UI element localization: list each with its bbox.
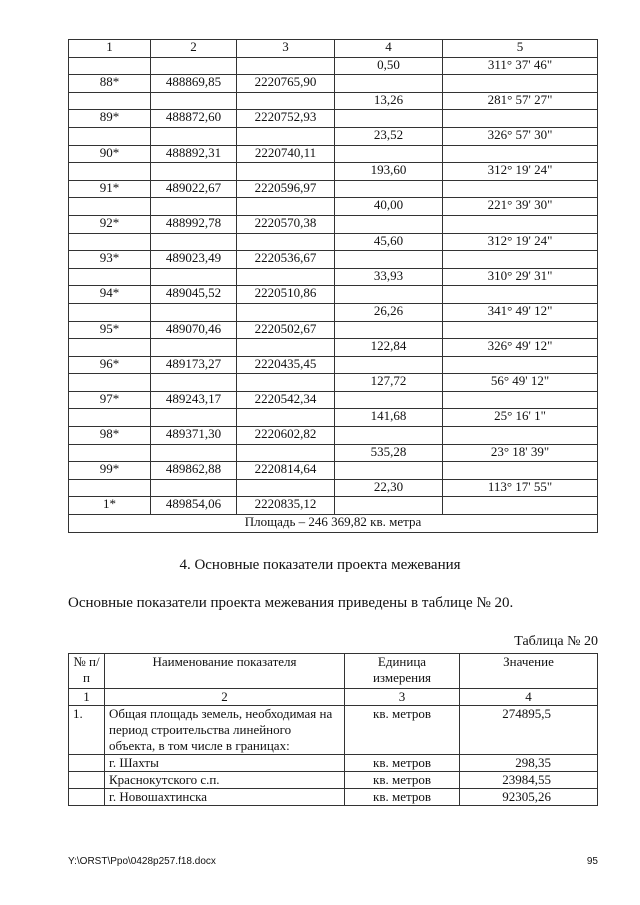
header-value: Значение: [460, 654, 598, 689]
segment-angle: 326° 57' 30": [443, 127, 598, 145]
row-name: г. Новошахтинска: [105, 789, 345, 806]
point-y: 2220502,67: [237, 321, 335, 339]
empty-cell: [151, 374, 237, 392]
row-unit: кв. метров: [345, 706, 460, 755]
empty-cell: [335, 251, 443, 269]
empty-cell: [69, 268, 151, 286]
col-header-5: 5: [443, 40, 598, 58]
point-number: 89*: [69, 110, 151, 128]
point-y: 2220536,67: [237, 251, 335, 269]
segment-length: 26,26: [335, 303, 443, 321]
row-num: [69, 755, 105, 772]
segment-length: 22,30: [335, 479, 443, 497]
point-row: [69, 391, 598, 409]
coordinates-table: [68, 39, 598, 533]
segment-angle: 56° 49' 12": [443, 374, 598, 392]
segment-angle: 23° 18' 39": [443, 444, 598, 462]
segment-length: 127,72: [335, 374, 443, 392]
empty-cell: [335, 145, 443, 163]
segment-angle: 281° 57' 27": [443, 92, 598, 110]
row-unit: кв. метров: [345, 772, 460, 789]
point-x: 489070,46: [151, 321, 237, 339]
point-number: 97*: [69, 391, 151, 409]
colnum-2: 2: [105, 689, 345, 706]
segment-row: [69, 268, 598, 286]
row-num: [69, 772, 105, 789]
point-y: 2220596,97: [237, 180, 335, 198]
segment-row: [69, 374, 598, 392]
empty-cell: [443, 180, 598, 198]
footer-file-path: Y:\ORST\Ppo\0428p257.f18.docx: [68, 856, 216, 867]
point-y: 2220510,86: [237, 286, 335, 304]
point-y: 2220752,93: [237, 110, 335, 128]
segment-angle: 310° 29' 31": [443, 268, 598, 286]
row-num: 1.: [69, 706, 105, 755]
empty-cell: [237, 479, 335, 497]
empty-cell: [443, 391, 598, 409]
empty-cell: [443, 462, 598, 480]
empty-cell: [151, 57, 237, 75]
point-row: [69, 110, 598, 128]
point-number: 99*: [69, 462, 151, 480]
segment-row: [69, 57, 598, 75]
intro-paragraph: Основные показатели проекта межевания приведены в таблице № 20.: [68, 595, 514, 611]
point-x: 489862,88: [151, 462, 237, 480]
empty-cell: [335, 427, 443, 445]
empty-cell: [443, 321, 598, 339]
col-header-2: 2: [151, 40, 237, 58]
row-unit: кв. метров: [345, 755, 460, 772]
point-row: [69, 251, 598, 269]
point-y: 2220435,45: [237, 356, 335, 374]
point-x: 489243,17: [151, 391, 237, 409]
indicators-colnum-row: [69, 689, 598, 706]
segment-length: 141,68: [335, 409, 443, 427]
empty-cell: [69, 198, 151, 216]
point-y: 2220814,64: [237, 462, 335, 480]
empty-cell: [237, 409, 335, 427]
row-name: Общая площадь земель, необходимая на период строительства линейного объекта, в том числе в границах:: [105, 706, 345, 755]
row-unit: кв. метров: [345, 789, 460, 806]
segment-length: 535,28: [335, 444, 443, 462]
coordinates-header-row: [69, 40, 598, 58]
segment-angle: 311° 37' 46": [443, 57, 598, 75]
point-x: 489023,49: [151, 251, 237, 269]
empty-cell: [151, 409, 237, 427]
segment-angle: 312° 19' 24": [443, 163, 598, 181]
empty-cell: [335, 110, 443, 128]
segment-angle: 341° 49' 12": [443, 303, 598, 321]
header-unit: Единица измерения: [345, 654, 460, 689]
empty-cell: [335, 180, 443, 198]
empty-cell: [335, 391, 443, 409]
row-value: 274895,5: [460, 706, 598, 755]
point-y: 2220835,12: [237, 497, 335, 515]
empty-cell: [335, 497, 443, 515]
empty-cell: [237, 339, 335, 357]
empty-cell: [69, 479, 151, 497]
segment-row: [69, 127, 598, 145]
table-row: [69, 789, 598, 806]
empty-cell: [237, 198, 335, 216]
empty-cell: [335, 215, 443, 233]
empty-cell: [69, 163, 151, 181]
point-row: [69, 215, 598, 233]
empty-cell: [237, 303, 335, 321]
point-x: 488992,78: [151, 215, 237, 233]
table-row: [69, 772, 598, 789]
empty-cell: [443, 145, 598, 163]
empty-cell: [151, 444, 237, 462]
row-value: 92305,26: [460, 789, 598, 806]
point-row: [69, 427, 598, 445]
point-row: [69, 462, 598, 480]
segment-length: 13,26: [335, 92, 443, 110]
point-number: 93*: [69, 251, 151, 269]
point-y: 2220765,90: [237, 75, 335, 93]
segment-length: 33,93: [335, 268, 443, 286]
point-row: [69, 75, 598, 93]
segment-length: 23,52: [335, 127, 443, 145]
empty-cell: [151, 163, 237, 181]
empty-cell: [151, 303, 237, 321]
empty-cell: [69, 409, 151, 427]
point-x: 489371,30: [151, 427, 237, 445]
row-value: 298,35: [460, 755, 598, 772]
segment-angle: 221° 39' 30": [443, 198, 598, 216]
indicators-table: [68, 653, 598, 806]
empty-cell: [151, 198, 237, 216]
empty-cell: [151, 268, 237, 286]
point-number: 96*: [69, 356, 151, 374]
segment-angle: 326° 49' 12": [443, 339, 598, 357]
segment-length: 45,60: [335, 233, 443, 251]
row-value: 23984,55: [460, 772, 598, 789]
section-heading: 4. Основные показатели проекта межевания: [179, 557, 461, 573]
empty-cell: [335, 286, 443, 304]
point-number: 94*: [69, 286, 151, 304]
colnum-4: 4: [460, 689, 598, 706]
point-x: 489022,67: [151, 180, 237, 198]
segment-row: [69, 339, 598, 357]
empty-cell: [443, 497, 598, 515]
segment-row: [69, 233, 598, 251]
empty-cell: [237, 127, 335, 145]
empty-cell: [443, 356, 598, 374]
point-y: 2220740,11: [237, 145, 335, 163]
point-y: 2220570,38: [237, 215, 335, 233]
row-name: Краснокутского с.п.: [105, 772, 345, 789]
empty-cell: [335, 356, 443, 374]
empty-cell: [335, 321, 443, 339]
empty-cell: [335, 75, 443, 93]
empty-cell: [237, 233, 335, 251]
empty-cell: [443, 215, 598, 233]
point-x: 488892,31: [151, 145, 237, 163]
point-number: 1*: [69, 497, 151, 515]
header-num: № п/п: [69, 654, 105, 689]
point-y: 2220542,34: [237, 391, 335, 409]
point-x: 488869,85: [151, 75, 237, 93]
area-total: Площадь – 246 369,82 кв. метра: [69, 515, 598, 533]
empty-cell: [151, 479, 237, 497]
empty-cell: [443, 286, 598, 304]
point-number: 91*: [69, 180, 151, 198]
table-caption: Таблица № 20: [514, 634, 598, 649]
empty-cell: [443, 110, 598, 128]
point-row: [69, 180, 598, 198]
point-row: [69, 497, 598, 515]
empty-cell: [237, 92, 335, 110]
header-name: Наименование показателя: [105, 654, 345, 689]
col-header-3: 3: [237, 40, 335, 58]
empty-cell: [151, 339, 237, 357]
empty-cell: [69, 444, 151, 462]
empty-cell: [69, 233, 151, 251]
row-num: [69, 789, 105, 806]
empty-cell: [443, 427, 598, 445]
point-x: 489045,52: [151, 286, 237, 304]
empty-cell: [69, 339, 151, 357]
segment-length: 0,50: [335, 57, 443, 75]
empty-cell: [69, 374, 151, 392]
segment-row: [69, 303, 598, 321]
point-number: 92*: [69, 215, 151, 233]
empty-cell: [443, 75, 598, 93]
col-header-4: 4: [335, 40, 443, 58]
row-name: г. Шахты: [105, 755, 345, 772]
segment-length: 122,84: [335, 339, 443, 357]
point-row: [69, 286, 598, 304]
segment-angle: 312° 19' 24": [443, 233, 598, 251]
point-x: 489854,06: [151, 497, 237, 515]
segment-length: 40,00: [335, 198, 443, 216]
empty-cell: [237, 57, 335, 75]
empty-cell: [69, 127, 151, 145]
table-row: [69, 755, 598, 772]
point-x: 489173,27: [151, 356, 237, 374]
footer-page-number: 95: [586, 856, 598, 867]
coordinates-table-body: [69, 40, 598, 533]
empty-cell: [237, 374, 335, 392]
point-row: [69, 321, 598, 339]
empty-cell: [335, 462, 443, 480]
segment-row: [69, 198, 598, 216]
empty-cell: [151, 92, 237, 110]
empty-cell: [237, 444, 335, 462]
point-x: 488872,60: [151, 110, 237, 128]
point-row: [69, 145, 598, 163]
empty-cell: [151, 127, 237, 145]
point-number: 88*: [69, 75, 151, 93]
empty-cell: [237, 163, 335, 181]
segment-angle: 25° 16' 1": [443, 409, 598, 427]
segment-row: [69, 92, 598, 110]
empty-cell: [237, 268, 335, 286]
segment-angle: 113° 17' 55": [443, 479, 598, 497]
col-header-1: 1: [69, 40, 151, 58]
segment-row: [69, 444, 598, 462]
point-y: 2220602,82: [237, 427, 335, 445]
point-number: 98*: [69, 427, 151, 445]
point-number: 90*: [69, 145, 151, 163]
empty-cell: [443, 251, 598, 269]
segment-row: [69, 163, 598, 181]
colnum-1: 1: [69, 689, 105, 706]
empty-cell: [69, 303, 151, 321]
empty-cell: [69, 92, 151, 110]
colnum-3: 3: [345, 689, 460, 706]
segment-length: 193,60: [335, 163, 443, 181]
area-row: [69, 515, 598, 533]
table-row: [69, 706, 598, 755]
point-number: 95*: [69, 321, 151, 339]
segment-row: [69, 409, 598, 427]
segment-row: [69, 479, 598, 497]
point-row: [69, 356, 598, 374]
indicators-header-row: [69, 654, 598, 689]
empty-cell: [69, 57, 151, 75]
empty-cell: [151, 233, 237, 251]
